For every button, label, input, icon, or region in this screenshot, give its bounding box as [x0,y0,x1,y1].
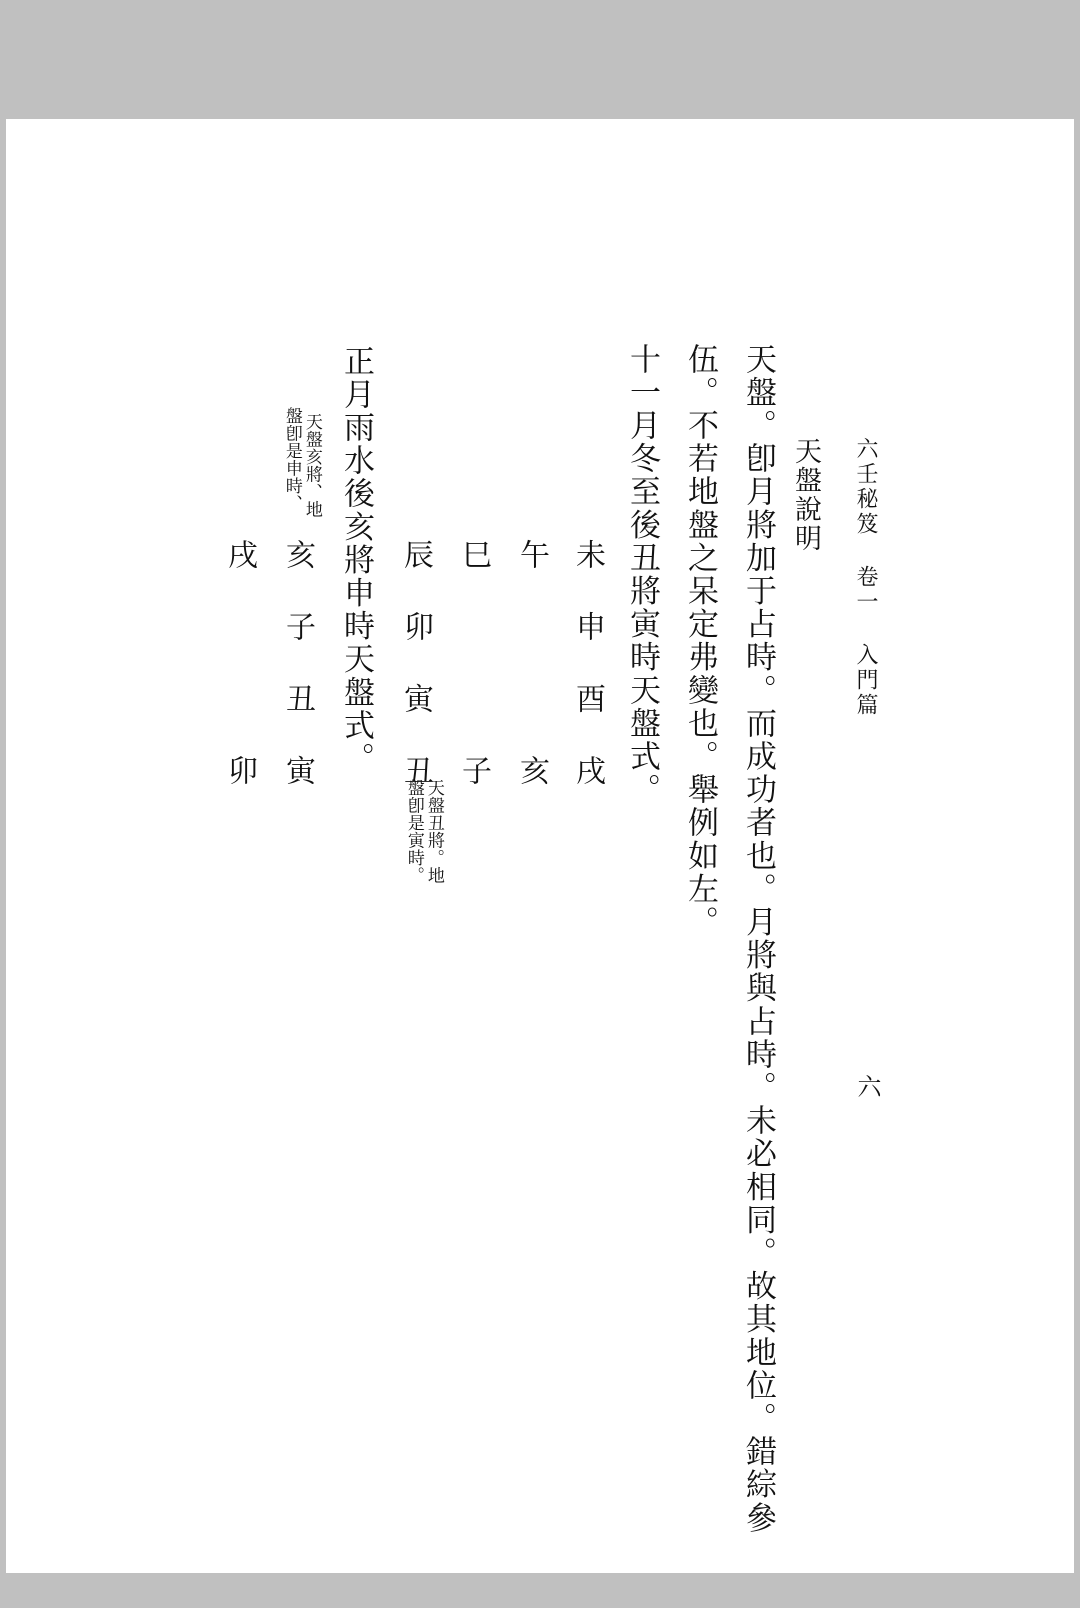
diagram2-caption: 正月雨水後亥將申時天盤式。 [338,345,374,776]
diagram2-cell: 亥 [280,539,315,569]
book-page [6,119,1074,1573]
diagram2-cell: 戌 [222,539,257,569]
diagram1-cell: 午 [514,539,549,569]
diagram1-cell: 未 [570,539,605,569]
body-line-3: 十一月冬至後丑將寅時天盤式。 [624,343,660,807]
diagram1-cell: 亥 [514,755,549,785]
diagram1-cell: 巳 [456,539,491,569]
diagram1-cell: 子 [456,755,491,785]
diagram2-note-line-1: 天盤亥將、地 [301,413,322,518]
diagram1-cell: 辰 [398,539,433,569]
diagram2-cell: 寅 [280,755,315,785]
diagram1-cell: 卯 [398,611,433,641]
running-header: 六壬秘笈 卷一 入門篇 [853,437,878,718]
body-line-2: 伍。不若地盤之呆定弗變也。舉例如左。 [682,343,718,939]
diagram1-cell: 酉 [570,683,605,713]
diagram1-note-line-1: 天盤丑將。地 [423,779,444,884]
section-heading: 天盤說明 [790,437,821,553]
diagram2-note-line-2: 盤卽是申時、 [281,407,302,512]
diagram2-cell: 丑 [280,683,315,713]
diagram2-cell: 卯 [222,755,257,785]
diagram1-cell: 申 [570,611,605,641]
diagram1-cell: 丑 [398,755,433,785]
body-line-1: 天盤。卽月將加于占時。而成功者也。月將與占時。未必相同。故其地位。錯綜參 [740,343,776,1535]
diagram1-cell: 戌 [570,755,605,785]
diagram1-cell: 寅 [398,683,433,713]
diagram2-cell: 子 [280,611,315,641]
diagram1-note-line-2: 盤卽是寅時。 [403,779,424,884]
page-number: 六 [853,1074,881,1098]
